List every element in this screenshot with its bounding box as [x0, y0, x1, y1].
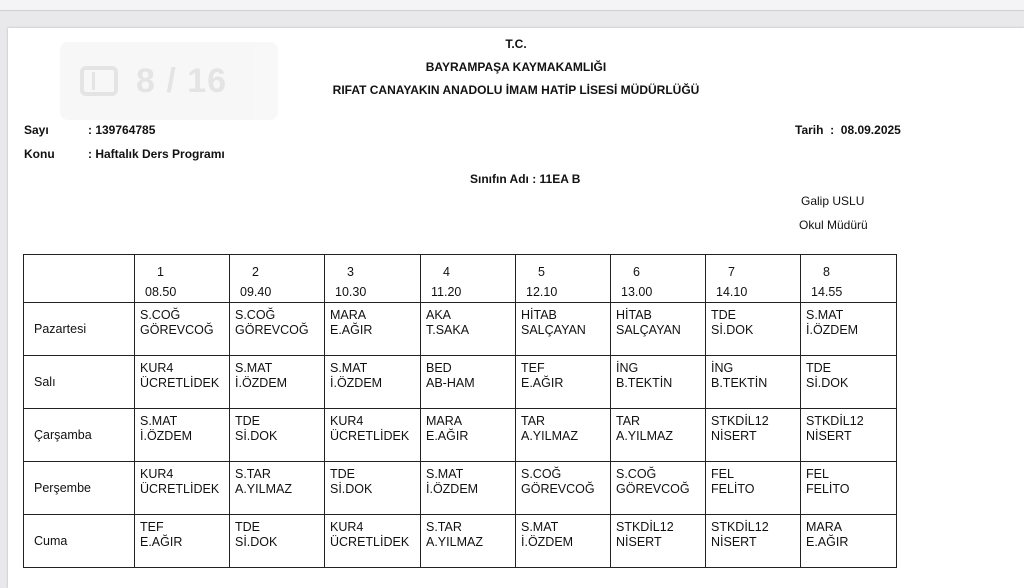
lesson-cell: KUR4 ÜCRETLİDEK	[135, 356, 230, 409]
schedule-table	[23, 254, 897, 568]
konu-row	[24, 147, 225, 161]
schedule-row-sali	[24, 356, 897, 409]
document-page	[8, 28, 1024, 588]
period-header: 8 14.55	[801, 255, 897, 303]
lesson-cell: MARA E.AĞIR	[325, 303, 421, 356]
lesson-cell: MARA E.AĞIR	[801, 515, 897, 568]
lesson-cell: S.MAT İ.ÖZDEM	[325, 356, 421, 409]
viewer-top-bar	[0, 0, 1024, 11]
lesson-cell: TDE Sİ.DOK	[801, 356, 897, 409]
lesson-cell: HİTAB SALÇAYAN	[611, 303, 706, 356]
lesson-cell: FEL FELİTO	[801, 462, 897, 515]
day-label: Perşembe	[24, 462, 135, 515]
lesson-cell: İNG B.TEKTİN	[611, 356, 706, 409]
schedule-row-persembe	[24, 462, 897, 515]
sayi-value: : 139764785	[88, 123, 156, 137]
lesson-cell: TEF E.AĞIR	[135, 515, 230, 568]
lesson-cell: KUR4 ÜCRETLİDEK	[325, 515, 421, 568]
konu-value: : Haftalık Ders Programı	[88, 147, 225, 161]
day-label: Salı	[24, 356, 135, 409]
schedule-row-carsamba	[24, 409, 897, 462]
lesson-cell: S.MAT İ.ÖZDEM	[801, 303, 897, 356]
lesson-cell: STKDİL12 NİSERT	[801, 409, 897, 462]
day-label: Çarşamba	[24, 409, 135, 462]
period-header: 2 09.40	[230, 255, 325, 303]
lesson-cell: KUR4 ÜCRETLİDEK	[325, 409, 421, 462]
lesson-cell: BED AB-HAM	[421, 356, 516, 409]
lesson-cell: TAR A.YILMAZ	[611, 409, 706, 462]
lesson-cell: İNG B.TEKTİN	[706, 356, 801, 409]
lesson-cell: HİTAB SALÇAYAN	[516, 303, 611, 356]
sayi-row	[24, 123, 155, 137]
class-name: Sınıfın Adı : 11EA B	[470, 172, 581, 186]
schedule-header-row	[24, 255, 897, 303]
header-tc: T.C.	[505, 37, 527, 51]
day-label: Pazartesi	[24, 303, 135, 356]
corner-cell	[24, 255, 135, 303]
tarih: Tarih : 08.09.2025	[795, 123, 901, 137]
lesson-cell: TEF E.AĞIR	[516, 356, 611, 409]
period-header: 3 10.30	[325, 255, 421, 303]
lesson-cell: KUR4 ÜCRETLİDEK	[135, 462, 230, 515]
header-kaymakamlik: BAYRAMPAŞA KAYMAKAMLIĞI	[425, 60, 607, 74]
period-header: 4 11.20	[421, 255, 516, 303]
lesson-cell: TDE Sİ.DOK	[230, 409, 325, 462]
lesson-cell: S.COĞ GÖREVCOĞ	[516, 462, 611, 515]
lesson-cell: STKDİL12 NİSERT	[611, 515, 706, 568]
period-header: 5 12.10	[516, 255, 611, 303]
period-header: 1 08.50	[135, 255, 230, 303]
schedule-row-cuma	[24, 515, 897, 568]
period-header: 7 14.10	[706, 255, 801, 303]
lesson-cell: TDE Sİ.DOK	[325, 462, 421, 515]
lesson-cell: TAR A.YILMAZ	[516, 409, 611, 462]
lesson-cell: STKDİL12 NİSERT	[706, 515, 801, 568]
lesson-cell: AKA T.SAKA	[421, 303, 516, 356]
lesson-cell: S.TAR A.YILMAZ	[421, 515, 516, 568]
lesson-cell: S.MAT İ.ÖZDEM	[516, 515, 611, 568]
lesson-cell: TDE Sİ.DOK	[230, 515, 325, 568]
lesson-cell: S.TAR A.YILMAZ	[230, 462, 325, 515]
lesson-cell: STKDİL12 NİSERT	[706, 409, 801, 462]
period-header: 6 13.00	[611, 255, 706, 303]
sayi-label: Sayı	[24, 123, 49, 137]
page-counter: 8 / 16	[136, 61, 228, 100]
lesson-cell: MARA E.AĞIR	[421, 409, 516, 462]
lesson-cell: S.MAT İ.ÖZDEM	[230, 356, 325, 409]
header-school: RIFAT CANAYAKIN ANADOLU İMAM HATİP LİSESİ MÜDÜRLÜĞÜ	[332, 83, 700, 97]
page-indicator	[60, 42, 278, 120]
principal-title: Okul Müdürü	[799, 218, 868, 232]
lesson-cell: TDE Sİ.DOK	[706, 303, 801, 356]
lesson-cell: S.MAT İ.ÖZDEM	[421, 462, 516, 515]
day-label: Cuma	[24, 515, 135, 568]
lesson-cell: FEL FELİTO	[706, 462, 801, 515]
schedule-row-pazartesi	[24, 303, 897, 356]
lesson-cell: S.MAT İ.ÖZDEM	[135, 409, 230, 462]
konu-label: Konu	[24, 147, 55, 161]
lesson-cell: S.COĞ GÖREVCOĞ	[135, 303, 230, 356]
lesson-cell: S.COĞ GÖREVCOĞ	[230, 303, 325, 356]
lesson-cell: S.COĞ GÖREVCOĞ	[611, 462, 706, 515]
principal-name: Galip USLU	[801, 194, 865, 208]
